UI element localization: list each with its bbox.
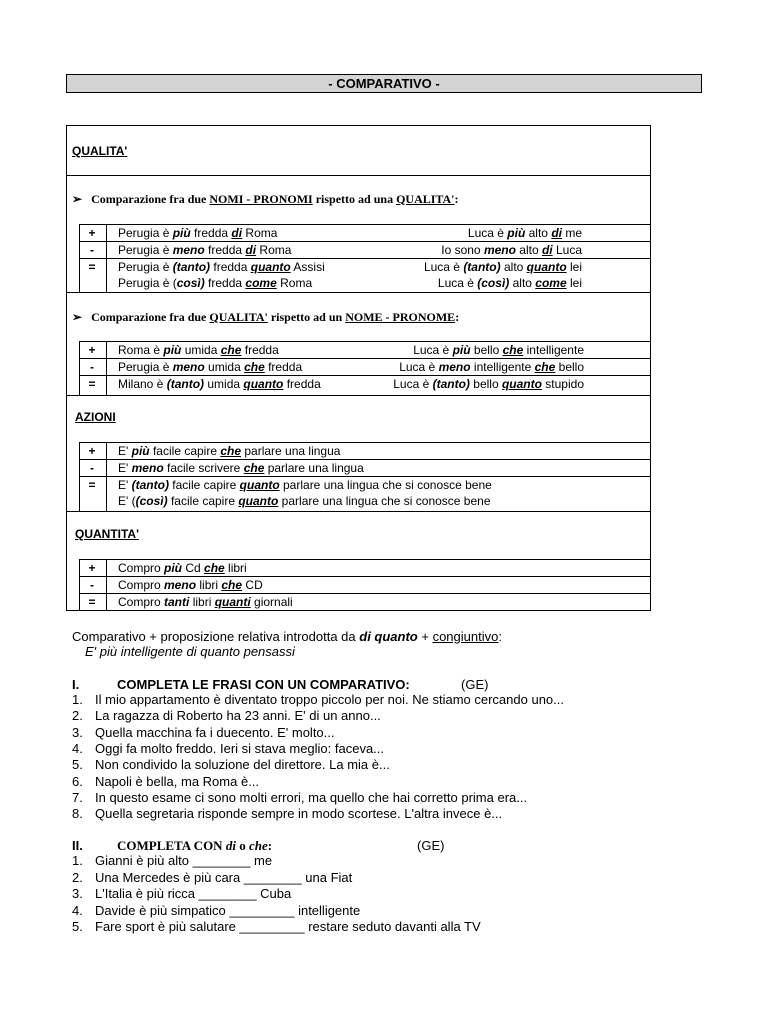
item-number: 6. [72, 773, 83, 789]
subheading-term: QUALITA' [209, 310, 268, 324]
sentence-text: Roma [242, 226, 278, 240]
exercise-2-title-text: COMPLETA CON [117, 838, 226, 853]
table-rule [79, 224, 651, 225]
exercise-2-item [72, 853, 272, 868]
comparative-connector: che [220, 444, 242, 458]
note-text: Comparativo + proposizione relativa introdotta da [72, 629, 360, 644]
exercise-1-item [72, 757, 390, 772]
comparative-keyword: (così) [135, 494, 168, 508]
exercise-1-item [72, 708, 381, 723]
sentence-text: fredda [264, 360, 303, 374]
comparative-keyword: meno [172, 360, 205, 374]
sentence-text: stupido [541, 377, 584, 391]
item-text: Oggi fa molto freddo. Ieri si stava meglio: faceva... [95, 740, 385, 756]
item-text: Una Mercedes è più cara ________ una Fiat [95, 869, 353, 885]
example-sentence [118, 360, 302, 374]
comparative-connector: di [245, 243, 257, 257]
example-sentence [118, 461, 364, 475]
exercise-1-item [72, 774, 259, 789]
subheading-nome-pronome [72, 310, 459, 325]
table-rule [79, 459, 651, 460]
exercise-1-item [72, 790, 527, 805]
sentence-text: Luca è [423, 260, 464, 274]
comparison-sign: - [90, 461, 94, 475]
example-sentence [118, 226, 277, 240]
exercise-2-item [72, 870, 352, 885]
comparative-keyword: più [163, 343, 182, 357]
note-text: : [498, 629, 502, 644]
section-label-qualita: QUALITA' [72, 144, 128, 158]
exercise-1-item [72, 692, 564, 707]
section-label-azioni: AZIONI [75, 410, 116, 424]
exercise-2-item [72, 919, 481, 934]
note-keyword: di quanto [359, 629, 418, 644]
comparative-keyword: (tanto) [172, 260, 211, 274]
example-sentence [118, 343, 279, 357]
sentence-text: Roma è [118, 343, 164, 357]
sentence-text: lei [566, 260, 582, 274]
bullet-arrow: ➢ [72, 310, 83, 324]
subheading-text: Comparazione fra due [91, 310, 210, 324]
table-rule [66, 395, 651, 396]
comparative-keyword: (tanto) [131, 478, 169, 492]
sentence-text: Compro [118, 578, 165, 592]
comparative-connector: che [204, 561, 225, 575]
item-number: 3. [72, 886, 83, 902]
comparative-keyword: meno [164, 578, 197, 592]
comparative-connector: che [220, 343, 242, 357]
comparative-connector: quanti [214, 595, 251, 609]
sentence-text: Roma [256, 243, 292, 257]
example-sentence [468, 226, 582, 240]
note-term: congiuntivo [432, 629, 499, 644]
item-text: In questo esame ci sono molti errori, ma quello che hai corretto prima era... [95, 789, 528, 805]
comparison-sign: + [88, 444, 96, 458]
exercise-1-item [72, 725, 335, 740]
table-rule [79, 358, 651, 359]
bullet-arrow: ➢ [72, 192, 83, 206]
sentence-text: facile capire [167, 494, 239, 508]
item-text: Quella segretaria risponde sempre in modo scortese. L'altra invece è... [95, 806, 503, 822]
subheading-term: NOME - PRONOME [345, 310, 456, 324]
sentence-text: intelligente [523, 343, 584, 357]
sentence-text: bello [470, 343, 503, 357]
comparative-keyword: più [507, 226, 526, 240]
example-sentence [438, 276, 582, 290]
comparative-keyword: meno [172, 243, 205, 257]
sentence-text: E' [118, 478, 132, 492]
sentence-text: fredda [210, 260, 251, 274]
example-sentence [118, 444, 340, 458]
relative-clause-note [72, 629, 502, 644]
sentence-text: parlare una lingua [264, 461, 364, 475]
table-rule [79, 559, 651, 560]
item-text: Gianni è più alto ________ me [95, 853, 273, 868]
item-text: Non condivido la soluzione del direttore. La mia è... [95, 757, 390, 773]
sentence-text: Compro [118, 595, 165, 609]
sentence-text: alto [509, 276, 536, 290]
sentence-text: fredda [204, 276, 246, 290]
sentence-text: E' ( [118, 494, 136, 508]
example-sentence [118, 578, 263, 592]
comparison-sign: + [88, 561, 96, 575]
table-rule [106, 341, 107, 395]
relative-clause-example: E' più intelligente di quanto pensassi [85, 644, 295, 659]
comparative-connector: come [245, 276, 277, 290]
sentence-text: giornali [250, 595, 293, 609]
sentence-text: Luca è [437, 276, 478, 290]
sentence-text: Cd [182, 561, 205, 575]
comparative-connector: che [243, 461, 265, 475]
example-sentence [118, 260, 325, 274]
sentence-text: parlare una lingua che si conosce bene [278, 494, 491, 508]
item-number: 8. [72, 806, 83, 822]
subheading-term: NOMI - PRONOMI [209, 192, 313, 206]
item-text: Fare sport è più salutare _________ restare seduto davanti alla TV [95, 919, 481, 935]
sentence-text: facile scrivere [163, 461, 244, 475]
table-rule [106, 559, 107, 611]
sentence-text: libri [189, 595, 215, 609]
comparative-keyword: più [172, 226, 191, 240]
comparative-keyword: più [452, 343, 471, 357]
subheading-nomi-pronomi [72, 192, 459, 207]
exercise-1-title: COMPLETA LE FRASI CON UN COMPARATIVO: [117, 677, 410, 692]
item-text: Napoli è bella, ma Roma è... [95, 773, 260, 789]
comparative-keyword: meno [131, 461, 164, 475]
sentence-text: Perugia è ( [118, 276, 177, 290]
comparative-connector: quanto [250, 260, 291, 274]
comparative-connector: quanto [501, 377, 542, 391]
comparison-sign: = [88, 478, 96, 492]
table-rule [79, 258, 651, 259]
note-text: + [417, 629, 433, 644]
table-rule [79, 375, 651, 376]
exercise-2-title-text: o [235, 838, 249, 853]
subheading-term: QUALITA' [396, 192, 455, 206]
sentence-text: Compro [118, 561, 165, 575]
exercise-1-item [72, 741, 384, 756]
table-rule [79, 476, 651, 477]
example-sentence [424, 260, 582, 274]
sentence-text: fredda [190, 226, 232, 240]
example-sentence [399, 360, 584, 374]
comparison-sign: - [90, 360, 94, 374]
comparative-keyword: (così) [477, 276, 510, 290]
example-sentence [413, 343, 584, 357]
comparative-connector: quanto [238, 494, 279, 508]
item-number: 2. [72, 708, 83, 724]
subheading-text: Comparazione fra due [91, 192, 210, 206]
sentence-text: Perugia è [118, 360, 173, 374]
subheading-text: rispetto ad un [267, 310, 346, 324]
comparative-keyword: (tanto) [463, 260, 501, 274]
sentence-text: alto [515, 243, 542, 257]
item-number: 5. [72, 757, 83, 773]
page-title: - COMPARATIVO - [66, 74, 702, 93]
comparative-connector: di [541, 243, 553, 257]
comparison-sign: + [88, 343, 96, 357]
sentence-text: Luca è [413, 343, 453, 357]
exercise-1-tag: (GE) [461, 677, 489, 692]
table-rule [79, 341, 651, 342]
sentence-text: Milano è [118, 377, 167, 391]
sentence-text: Roma [276, 276, 313, 290]
comparison-sign: = [88, 377, 96, 391]
exercise-2-tag: (GE) [417, 838, 445, 853]
item-text: La ragazza di Roberto ha 23 anni. E' di un anno... [95, 708, 381, 724]
sentence-text: lei [566, 276, 582, 290]
sentence-text: Luca è [393, 377, 433, 391]
comparative-connector: che [502, 343, 524, 357]
exercise-2-number: II. [72, 838, 83, 853]
section-label-quantita: QUANTITA' [75, 527, 139, 541]
comparative-keyword: (tanto) [166, 377, 205, 391]
sentence-text: umida [204, 360, 245, 374]
sentence-text: alto [500, 260, 527, 274]
example-sentence [118, 478, 492, 492]
example-sentence [118, 243, 291, 257]
example-sentence [393, 377, 584, 391]
sentence-text: Luca è [467, 226, 508, 240]
sentence-text: Perugia è [118, 226, 173, 240]
sentence-text: me [561, 226, 582, 240]
table-rule [79, 442, 651, 443]
sentence-text: facile capire [168, 478, 240, 492]
sentence-text: libri [196, 578, 222, 592]
sentence-text: libri [224, 561, 247, 575]
example-sentence [118, 377, 321, 391]
sentence-text: CD [242, 578, 263, 592]
comparison-sign: = [88, 595, 96, 609]
comparative-connector: come [535, 276, 567, 290]
item-number: 7. [72, 789, 83, 805]
exercise-2-title [117, 838, 272, 854]
table-rule [79, 593, 651, 594]
sentence-text: fredda [241, 343, 279, 357]
example-sentence [118, 276, 312, 290]
sentence-text: umida [181, 343, 221, 357]
exercise-2-item [72, 886, 291, 901]
sentence-text: Perugia è [118, 260, 173, 274]
sentence-text: parlare una lingua che si conosce bene [279, 478, 492, 492]
sentence-text: Luca è [399, 360, 439, 374]
comparative-keyword: più [164, 561, 183, 575]
comparison-sign: + [88, 226, 96, 240]
sentence-text: Luca [552, 243, 582, 257]
comparison-sign: = [88, 260, 96, 274]
exercise-2-title-word: che [248, 838, 268, 853]
exercise-2-title-word: di [225, 838, 236, 853]
exercise-1-item [72, 806, 502, 821]
example-sentence [118, 494, 491, 508]
sentence-text: fredda [204, 243, 246, 257]
subheading-text: rispetto ad una [312, 192, 397, 206]
comparative-connector: di [231, 226, 243, 240]
sentence-text: fredda [283, 377, 321, 391]
item-text: Davide è più simpatico _________ intelligente [95, 902, 361, 918]
comparative-keyword: più [131, 444, 150, 458]
table-rule [66, 511, 651, 512]
exercise-2-item [72, 903, 360, 918]
exercise-1-number: I. [72, 677, 80, 692]
item-text: L'Italia è più ricca ________ Cuba [95, 886, 292, 902]
comparative-keyword: meno [438, 360, 471, 374]
comparison-sign: - [90, 578, 94, 592]
item-number: 4. [72, 902, 83, 918]
item-number: 2. [72, 869, 83, 885]
subheading-text: : [454, 192, 459, 206]
item-text: Quella macchina fa i duecento. E' molto... [95, 724, 335, 740]
comparative-keyword: meno [483, 243, 516, 257]
comparative-keyword: così) [176, 276, 205, 290]
comparison-sign: - [90, 243, 94, 257]
sentence-text: umida [204, 377, 244, 391]
comparative-keyword: (tanto) [432, 377, 470, 391]
comparative-connector: quanto [239, 478, 280, 492]
table-rule [66, 292, 651, 293]
example-sentence [441, 243, 582, 257]
sentence-text: Perugia è [118, 243, 173, 257]
table-rule [106, 224, 107, 292]
item-number: 4. [72, 740, 83, 756]
sentence-text: E' [118, 444, 132, 458]
item-number: 1. [72, 853, 83, 868]
sentence-text: intelligente [470, 360, 535, 374]
comparative-connector: di [551, 226, 562, 240]
comparative-connector: quanto [526, 260, 567, 274]
item-number: 5. [72, 919, 83, 935]
example-sentence [118, 595, 293, 609]
comparative-connector: quanto [243, 377, 284, 391]
sentence-text: facile capire [149, 444, 221, 458]
example-sentence [118, 561, 247, 575]
item-number: 3. [72, 724, 83, 740]
sentence-text: parlare una lingua [241, 444, 341, 458]
sentence-text: alto [525, 226, 552, 240]
table-rule [79, 576, 651, 577]
sentence-text: bello [555, 360, 584, 374]
sentence-text: bello [469, 377, 502, 391]
exercise-2-title-text: : [267, 838, 273, 853]
subheading-text: : [455, 310, 460, 324]
table-rule [106, 442, 107, 511]
comparative-keyword: tanti [164, 595, 190, 609]
sentence-text: Io sono [441, 243, 484, 257]
item-number: 1. [72, 692, 83, 707]
comparative-connector: che [534, 360, 556, 374]
sentence-text: E' [118, 461, 132, 475]
comparative-connector: che [221, 578, 243, 592]
sentence-text: Assisi [290, 260, 325, 274]
table-rule [79, 241, 651, 242]
item-text: Il mio appartamento è diventato troppo piccolo per noi. Ne stiamo cercando uno... [95, 692, 564, 707]
comparative-connector: che [244, 360, 265, 374]
table-rule [66, 175, 651, 176]
